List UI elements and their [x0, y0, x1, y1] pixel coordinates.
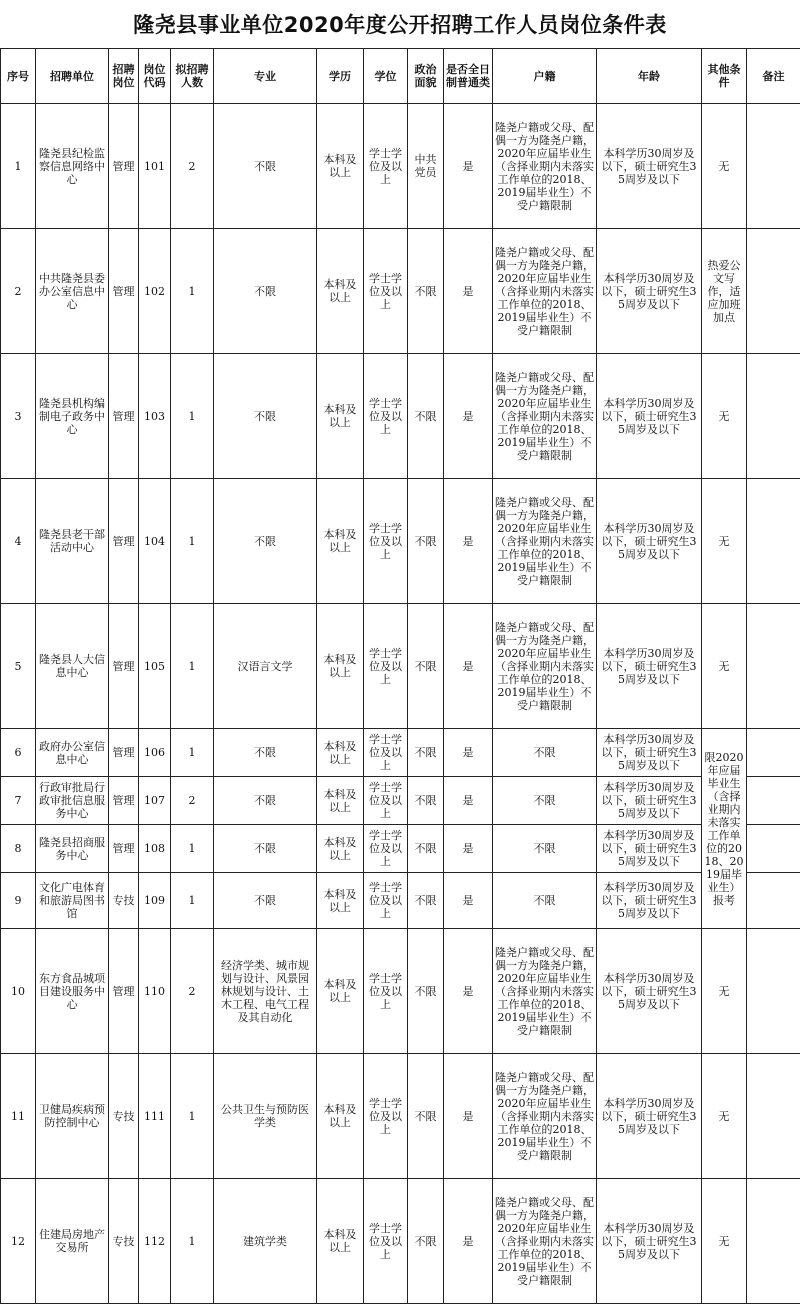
cell-remark: [747, 604, 800, 729]
cell-hukou: 不限: [493, 825, 597, 873]
cell-major: 建筑学类: [214, 1179, 317, 1304]
cell-unit: 东方食品城项目建设服务中心: [36, 929, 109, 1054]
cell-unit: 隆尧县纪检监察信息网络中心: [36, 104, 109, 229]
cell-edu: 本科及以上: [317, 825, 364, 873]
cell-code: 111: [139, 1054, 171, 1179]
cell-no: 7: [1, 777, 36, 825]
cell-politics: 不限: [408, 729, 444, 777]
cell-degree: 学士学位及以上: [364, 729, 408, 777]
cell-other: 无: [702, 354, 747, 479]
cell-major: 不限: [214, 104, 317, 229]
cell-hukou: 不限: [493, 873, 597, 929]
cell-politics: 不限: [408, 1054, 444, 1179]
cell-remark: [747, 825, 800, 873]
cell-count: 1: [171, 229, 214, 354]
cell-age: 本科学历30周岁及以下，硕士研究生35周岁及以下: [597, 1054, 702, 1179]
cell-fulltime: 是: [444, 1179, 493, 1304]
table-row: [1, 873, 800, 929]
cell-remark: [747, 104, 800, 229]
cell-politics: 不限: [408, 825, 444, 873]
cell-fulltime: 是: [444, 479, 493, 604]
cell-age: 本科学历30周岁及以下，硕士研究生35周岁及以下: [597, 354, 702, 479]
cell-major: 公共卫生与预防医学类: [214, 1054, 317, 1179]
header-count: 拟招聘人数: [171, 49, 214, 104]
cell-degree: 学士学位及以上: [364, 825, 408, 873]
cell-edu: 本科及以上: [317, 479, 364, 604]
cell-remark: [747, 479, 800, 604]
cell-hukou: 隆尧户籍或父母、配偶一方为隆尧户籍，2020年应届毕业生（含择业期内未落实工作单位的2018、2019届毕业生）不受户籍限制: [493, 929, 597, 1054]
cell-major: 不限: [214, 873, 317, 929]
cell-no: 11: [1, 1054, 36, 1179]
cell-major: 不限: [214, 729, 317, 777]
cell-politics: 不限: [408, 873, 444, 929]
table-row: [1, 1179, 800, 1304]
cell-remark: [747, 873, 800, 929]
cell-remark: [747, 354, 800, 479]
cell-fulltime: 是: [444, 825, 493, 873]
cell-edu: 本科及以上: [317, 729, 364, 777]
cell-degree: 学士学位及以上: [364, 479, 408, 604]
cell-remark: [747, 929, 800, 1054]
cell-degree: 学士学位及以上: [364, 604, 408, 729]
table-row: [1, 729, 800, 777]
cell-other: 无: [702, 604, 747, 729]
cell-politics: 不限: [408, 354, 444, 479]
recruitment-table: [0, 48, 800, 1304]
cell-fulltime: 是: [444, 1054, 493, 1179]
cell-unit: 政府办公室信息中心: [36, 729, 109, 777]
cell-degree: 学士学位及以上: [364, 104, 408, 229]
cell-code: 104: [139, 479, 171, 604]
cell-other-merged: 限2020年应届毕业生（含择业期内未落实工作单位的2018、2019届毕业生）报考: [702, 729, 747, 929]
cell-other: 无: [702, 479, 747, 604]
cell-hukou: 隆尧户籍或父母、配偶一方为隆尧户籍，2020年应届毕业生（含择业期内未落实工作单位的2018、2019届毕业生）不受户籍限制: [493, 104, 597, 229]
cell-code: 105: [139, 604, 171, 729]
cell-no: 10: [1, 929, 36, 1054]
cell-no: 12: [1, 1179, 36, 1304]
cell-fulltime: 是: [444, 929, 493, 1054]
cell-degree: 学士学位及以上: [364, 873, 408, 929]
cell-degree: 学士学位及以上: [364, 354, 408, 479]
cell-unit: 隆尧县人大信息中心: [36, 604, 109, 729]
cell-hukou: 隆尧户籍或父母、配偶一方为隆尧户籍，2020年应届毕业生（含择业期内未落实工作单位的2018、2019届毕业生）不受户籍限制: [493, 1054, 597, 1179]
cell-no: 6: [1, 729, 36, 777]
cell-unit: 隆尧县招商服务中心: [36, 825, 109, 873]
header-unit: 招聘单位: [36, 49, 109, 104]
cell-age: 本科学历30周岁及以下，硕士研究生35周岁及以下: [597, 1179, 702, 1304]
cell-post: 管理: [109, 604, 139, 729]
header-fulltime: 是否全日制普通类: [444, 49, 493, 104]
cell-major: 不限: [214, 479, 317, 604]
header-politics: 政治面貌: [408, 49, 444, 104]
cell-other: 无: [702, 1054, 747, 1179]
cell-politics: 不限: [408, 777, 444, 825]
cell-count: 1: [171, 825, 214, 873]
cell-unit: 住建局房地产交易所: [36, 1179, 109, 1304]
cell-unit: 中共隆尧县委办公室信息中心: [36, 229, 109, 354]
cell-no: 3: [1, 354, 36, 479]
cell-remark: [747, 1179, 800, 1304]
cell-remark: [747, 729, 800, 777]
table-row: [1, 479, 800, 604]
cell-edu: 本科及以上: [317, 354, 364, 479]
cell-unit: 文化广电体育和旅游局图书馆: [36, 873, 109, 929]
cell-fulltime: 是: [444, 354, 493, 479]
header-edu: 学历: [317, 49, 364, 104]
cell-major: 不限: [214, 777, 317, 825]
cell-hukou: 隆尧户籍或父母、配偶一方为隆尧户籍，2020年应届毕业生（含择业期内未落实工作单位的2018、2019届毕业生）不受户籍限制: [493, 604, 597, 729]
cell-unit: 隆尧县机构编制电子政务中心: [36, 354, 109, 479]
header-post: 招聘岗位: [109, 49, 139, 104]
cell-fulltime: 是: [444, 104, 493, 229]
cell-politics: 不限: [408, 229, 444, 354]
header-degree: 学位: [364, 49, 408, 104]
cell-code: 101: [139, 104, 171, 229]
cell-count: 1: [171, 729, 214, 777]
cell-count: 1: [171, 604, 214, 729]
cell-age: 本科学历30周岁及以下，硕士研究生35周岁及以下: [597, 729, 702, 777]
cell-edu: 本科及以上: [317, 873, 364, 929]
cell-other: 热爱公文写作，适应加班加点: [702, 229, 747, 354]
cell-age: 本科学历30周岁及以下，硕士研究生35周岁及以下: [597, 229, 702, 354]
cell-hukou: 隆尧户籍或父母、配偶一方为隆尧户籍，2020年应届毕业生（含择业期内未落实工作单位的2018、2019届毕业生）不受户籍限制: [493, 229, 597, 354]
cell-count: 1: [171, 1054, 214, 1179]
cell-post: 管理: [109, 479, 139, 604]
cell-post: 管理: [109, 229, 139, 354]
cell-major: 不限: [214, 229, 317, 354]
table-row: [1, 929, 800, 1054]
cell-major: 汉语言文学: [214, 604, 317, 729]
cell-post: 管理: [109, 104, 139, 229]
cell-hukou: 隆尧户籍或父母、配偶一方为隆尧户籍，2020年应届毕业生（含择业期内未落实工作单位的2018、2019届毕业生）不受户籍限制: [493, 1179, 597, 1304]
cell-code: 102: [139, 229, 171, 354]
header-major: 专业: [214, 49, 317, 104]
cell-count: 2: [171, 929, 214, 1054]
table-row: [1, 604, 800, 729]
cell-age: 本科学历30周岁及以下，硕士研究生35周岁及以下: [597, 479, 702, 604]
cell-remark: [747, 1054, 800, 1179]
cell-age: 本科学历30周岁及以下，硕士研究生35周岁及以下: [597, 604, 702, 729]
cell-politics: 不限: [408, 929, 444, 1054]
cell-post: 管理: [109, 354, 139, 479]
cell-age: 本科学历30周岁及以下，硕士研究生35周岁及以下: [597, 873, 702, 929]
cell-post: 管理: [109, 929, 139, 1054]
cell-unit: 隆尧县老干部活动中心: [36, 479, 109, 604]
header-hukou: 户籍: [493, 49, 597, 104]
cell-politics: 不限: [408, 604, 444, 729]
header-age: 年龄: [597, 49, 702, 104]
cell-age: 本科学历30周岁及以下，硕士研究生35周岁及以下: [597, 929, 702, 1054]
cell-hukou: 隆尧户籍或父母、配偶一方为隆尧户籍，2020年应届毕业生（含择业期内未落实工作单位的2018、2019届毕业生）不受户籍限制: [493, 479, 597, 604]
cell-fulltime: 是: [444, 873, 493, 929]
cell-code: 107: [139, 777, 171, 825]
page-title: 隆尧县事业单位2020年度公开招聘工作人员岗位条件表: [0, 0, 800, 48]
cell-politics: 不限: [408, 479, 444, 604]
table-header-row: [1, 49, 800, 104]
cell-degree: 学士学位及以上: [364, 929, 408, 1054]
table-row: [1, 777, 800, 825]
cell-hukou: 隆尧户籍或父母、配偶一方为隆尧户籍，2020年应届毕业生（含择业期内未落实工作单位的2018、2019届毕业生）不受户籍限制: [493, 354, 597, 479]
cell-major: 不限: [214, 354, 317, 479]
table-row: [1, 104, 800, 229]
cell-post: 管理: [109, 777, 139, 825]
cell-fulltime: 是: [444, 604, 493, 729]
cell-remark: [747, 229, 800, 354]
cell-count: 1: [171, 354, 214, 479]
cell-other: 无: [702, 929, 747, 1054]
cell-degree: 学士学位及以上: [364, 777, 408, 825]
header-no: 序号: [1, 49, 36, 104]
cell-edu: 本科及以上: [317, 1179, 364, 1304]
cell-hukou: 不限: [493, 777, 597, 825]
cell-fulltime: 是: [444, 777, 493, 825]
cell-politics: 中共党员: [408, 104, 444, 229]
cell-degree: 学士学位及以上: [364, 1179, 408, 1304]
table-row: [1, 825, 800, 873]
header-other: 其他条件: [702, 49, 747, 104]
cell-hukou: 不限: [493, 729, 597, 777]
cell-age: 本科学历30周岁及以下，硕士研究生35周岁及以下: [597, 104, 702, 229]
table-row: [1, 229, 800, 354]
cell-code: 110: [139, 929, 171, 1054]
cell-post: 管理: [109, 729, 139, 777]
header-remark: 备注: [747, 49, 800, 104]
cell-fulltime: 是: [444, 729, 493, 777]
cell-unit: 行政审批局行政审批信息服务中心: [36, 777, 109, 825]
cell-edu: 本科及以上: [317, 229, 364, 354]
cell-code: 103: [139, 354, 171, 479]
cell-age: 本科学历30周岁及以下，硕士研究生35周岁及以下: [597, 825, 702, 873]
cell-degree: 学士学位及以上: [364, 1054, 408, 1179]
cell-no: 9: [1, 873, 36, 929]
cell-code: 112: [139, 1179, 171, 1304]
cell-no: 2: [1, 229, 36, 354]
cell-count: 2: [171, 104, 214, 229]
cell-post: 管理: [109, 825, 139, 873]
cell-edu: 本科及以上: [317, 604, 364, 729]
cell-count: 1: [171, 479, 214, 604]
cell-edu: 本科及以上: [317, 104, 364, 229]
cell-no: 4: [1, 479, 36, 604]
cell-other: 无: [702, 104, 747, 229]
cell-post: 专技: [109, 1054, 139, 1179]
cell-code: 109: [139, 873, 171, 929]
cell-age: 本科学历30周岁及以下，硕士研究生35周岁及以下: [597, 777, 702, 825]
cell-unit: 卫健局疾病预防控制中心: [36, 1054, 109, 1179]
cell-degree: 学士学位及以上: [364, 229, 408, 354]
cell-edu: 本科及以上: [317, 1054, 364, 1179]
cell-politics: 不限: [408, 1179, 444, 1304]
cell-major: 经济学类、城市规划与设计、风景园林规划与设计、土木工程、电气工程及其自动化: [214, 929, 317, 1054]
table-row: [1, 354, 800, 479]
cell-edu: 本科及以上: [317, 929, 364, 1054]
cell-no: 1: [1, 104, 36, 229]
cell-remark: [747, 777, 800, 825]
cell-no: 8: [1, 825, 36, 873]
cell-fulltime: 是: [444, 229, 493, 354]
cell-edu: 本科及以上: [317, 777, 364, 825]
header-code: 岗位代码: [139, 49, 171, 104]
cell-count: 2: [171, 777, 214, 825]
cell-count: 1: [171, 873, 214, 929]
cell-no: 5: [1, 604, 36, 729]
cell-code: 106: [139, 729, 171, 777]
cell-count: 1: [171, 1179, 214, 1304]
cell-code: 108: [139, 825, 171, 873]
cell-post: 专技: [109, 1179, 139, 1304]
table-row: [1, 1054, 800, 1179]
cell-major: 不限: [214, 825, 317, 873]
cell-post: 专技: [109, 873, 139, 929]
cell-other: 无: [702, 1179, 747, 1304]
